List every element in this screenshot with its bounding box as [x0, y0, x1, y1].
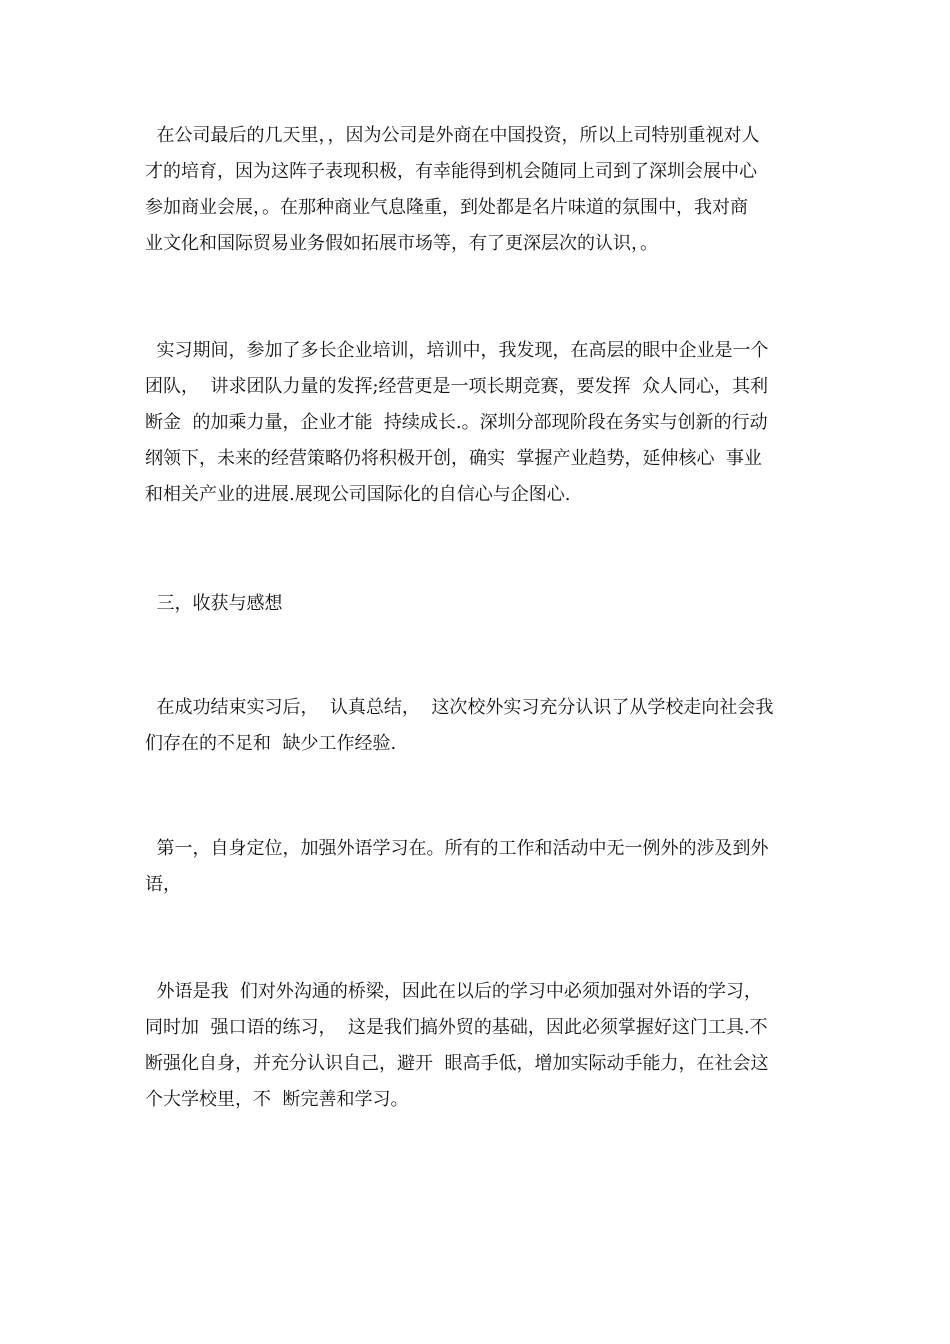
paragraph-training	[145, 333, 810, 513]
text-line: 第一，自身定位，加强外语学习在。所有的工作和活动中无一例外的涉及到外	[145, 838, 769, 859]
text-line: 业文化和国际贸易业务假如拓展市场等，有了更深层次的认识，。	[145, 233, 658, 254]
paragraph-foreign-language	[145, 974, 810, 1118]
text-line: 才的培育，因为这阵子表现积极，有幸能得到机会随同上司到了深圳会展中心	[145, 161, 757, 182]
text-line: 在公司最后的几天里，，因为公司是外商在中国投资，所以上司特别重视对人	[145, 125, 760, 146]
paragraph-first-point	[145, 831, 810, 903]
section-heading	[145, 586, 810, 622]
text-line: 参加商业会展，。在那种商业气息隆重，到处都是名片味道的氛围中，我对商	[145, 197, 748, 218]
text-line: 们存在的不足和 缺少工作经验.	[145, 733, 397, 754]
text-line: 在成功结束实习后， 认真总结， 这次校外实习充分认识了从学校走向社会我	[145, 697, 774, 718]
text-line: 实习期间，参加了多长企业培训，培训中，我发现，在高层的眼中企业是一个	[145, 340, 769, 361]
text-line: 外语是我 们对外沟通的桥梁，因此在以后的学习中必须加强对外语的学习，	[145, 981, 762, 1002]
text-line: 断强化自身，并充分认识自己，避开 眼高手低，增加实际动手能力，在社会这	[145, 1053, 769, 1074]
section-heading-text: 三，收获与感想	[145, 593, 283, 614]
text-line: 断金 的加乘力量，企业才能 持续成长.。深圳分部现阶段在务实与创新的行动	[145, 412, 768, 433]
text-line: 纲领下，未来的经营策略仍将积极开创，确实 掌握产业趋势，延伸核心 事业	[145, 448, 762, 469]
text-line: 同时加 强口语的练习， 这是我们搞外贸的基础，因此必须掌握好这门工具.不	[145, 1017, 768, 1038]
paragraph-summary	[145, 690, 810, 762]
paragraph-final-days	[145, 118, 810, 262]
text-line: 团队， 讲求团队力量的发挥;经营更是一项长期竞赛，要发挥 众人同心，其利	[145, 376, 768, 397]
text-line: 个大学校里，不 断完善和学习。	[145, 1089, 409, 1110]
text-line: 语，	[145, 874, 181, 895]
text-line: 和相关产业的进展.展现公司国际化的自信心与企图心.	[145, 484, 571, 505]
